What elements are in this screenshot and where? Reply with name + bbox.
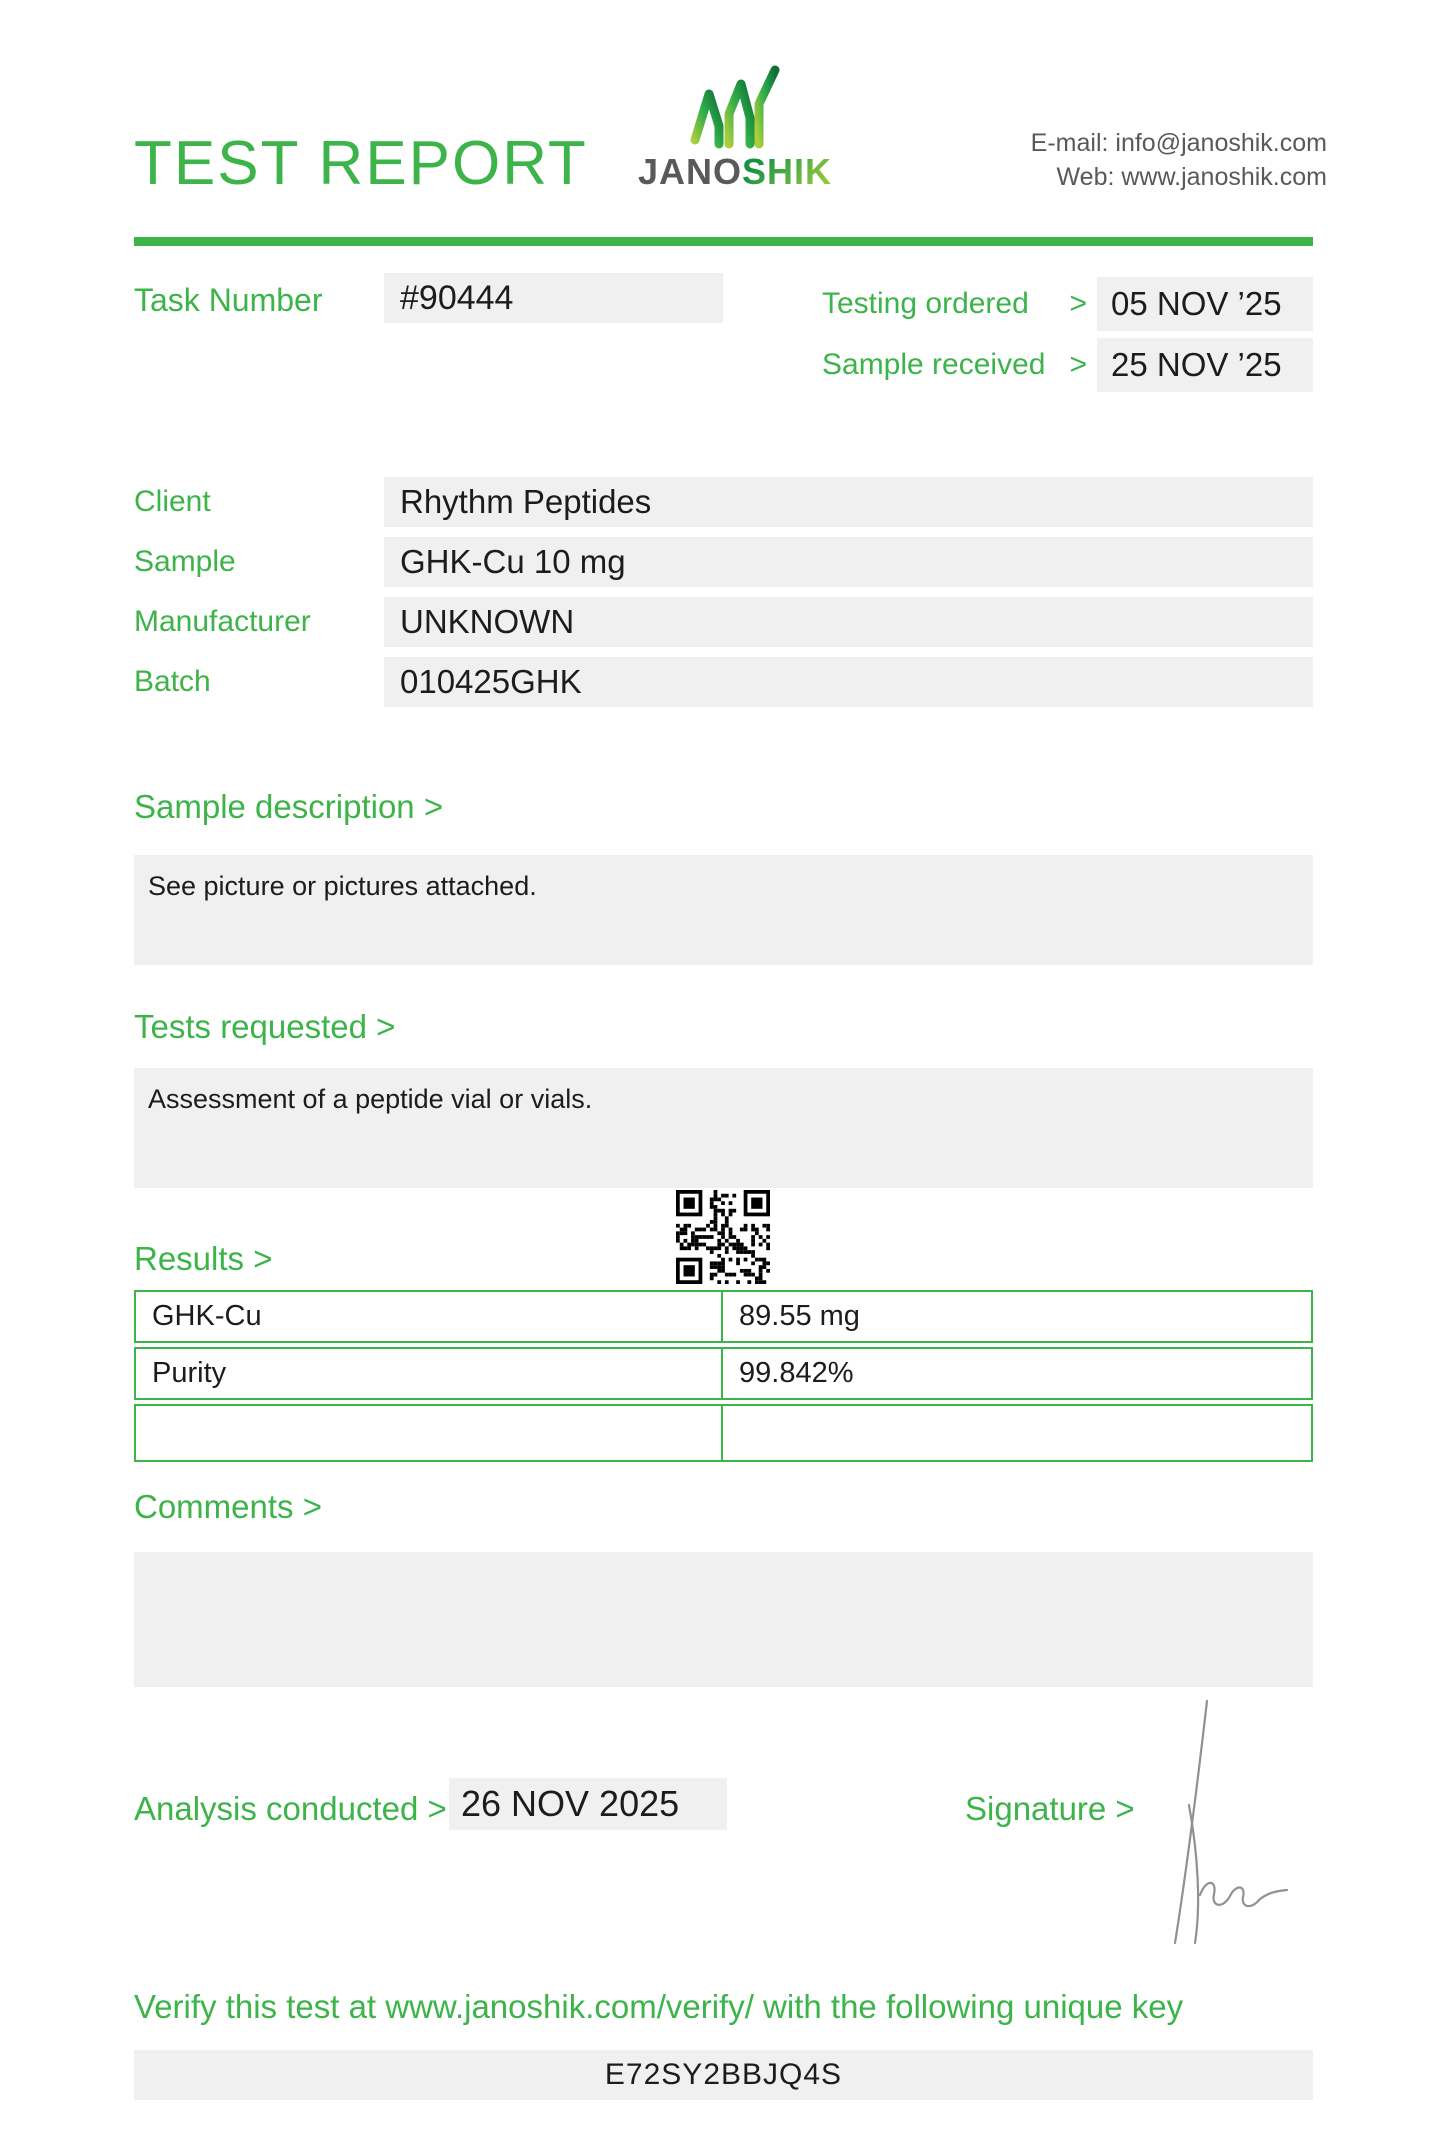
logo-word-right: SHIK xyxy=(742,151,833,192)
growth-chart-icon xyxy=(687,62,783,150)
testing-ordered-value: 05 NOV ’25 xyxy=(1097,277,1313,331)
signature-label: Signature > xyxy=(965,1790,1135,1827)
janoshik-logo xyxy=(620,62,850,190)
task-number-label: Task Number xyxy=(134,282,323,318)
logo-wordmark xyxy=(620,151,850,192)
testing-ordered-row xyxy=(822,277,1313,331)
table-row xyxy=(134,1347,1313,1400)
comments-box xyxy=(134,1552,1313,1687)
sample-description-box: See picture or pictures attached. xyxy=(134,855,1313,965)
task-number-value: #90444 xyxy=(384,273,723,323)
arrow-icon: > xyxy=(1069,348,1087,381)
sample-row xyxy=(134,537,1313,587)
page-title: TEST REPORT xyxy=(134,129,588,198)
analysis-date-value: 26 NOV 2025 xyxy=(449,1778,727,1830)
signature-scribble xyxy=(1145,1695,1305,1950)
table-row xyxy=(134,1290,1313,1343)
table-row xyxy=(134,1404,1313,1462)
tests-requested-heading: Tests requested > xyxy=(134,1008,396,1045)
sample-received-row xyxy=(822,338,1313,392)
contact-block xyxy=(1031,126,1327,194)
sample-description-heading: Sample description > xyxy=(134,788,444,825)
arrow-icon: > xyxy=(1069,287,1087,320)
comments-heading: Comments > xyxy=(134,1488,322,1525)
unique-key-value: E72SY2BBJQ4S xyxy=(134,2050,1313,2100)
sample-received-label: Sample received xyxy=(822,348,1046,381)
client-label: Client xyxy=(134,485,211,518)
verify-instruction: Verify this test at www.janoshik.com/verify/ with the following unique key xyxy=(134,1988,1184,2025)
batch-row xyxy=(134,657,1313,707)
result-value xyxy=(723,1406,1311,1460)
result-value: 99.842% xyxy=(739,1357,854,1389)
manufacturer-label: Manufacturer xyxy=(134,605,311,638)
result-analyte xyxy=(136,1406,723,1460)
logo-word-left: JANO xyxy=(637,151,742,192)
analysis-conducted-label: Analysis conducted > xyxy=(134,1790,447,1827)
batch-value: 010425GHK xyxy=(384,657,1313,707)
manufacturer-value: UNKNOWN xyxy=(384,597,1313,647)
testing-ordered-label: Testing ordered xyxy=(822,287,1029,320)
client-row xyxy=(134,477,1313,527)
email-line: E-mail: info@janoshik.com xyxy=(1030,129,1327,157)
results-table xyxy=(134,1290,1313,1462)
manufacturer-row xyxy=(134,597,1313,647)
sample-label: Sample xyxy=(134,545,236,578)
result-analyte: GHK-Cu xyxy=(136,1292,723,1341)
result-value: 89.55 mg xyxy=(739,1300,860,1332)
qr-code-icon xyxy=(676,1190,770,1284)
header-divider xyxy=(134,237,1313,246)
sample-received-value: 25 NOV ’25 xyxy=(1097,338,1313,392)
web-line: Web: www.janoshik.com xyxy=(1056,163,1327,191)
result-analyte: Purity xyxy=(136,1349,723,1398)
batch-label: Batch xyxy=(134,665,211,698)
results-heading: Results > xyxy=(134,1240,273,1277)
sample-value: GHK-Cu 10 mg xyxy=(384,537,1313,587)
tests-requested-box: Assessment of a peptide vial or vials. xyxy=(134,1068,1313,1188)
client-value: Rhythm Peptides xyxy=(384,477,1313,527)
